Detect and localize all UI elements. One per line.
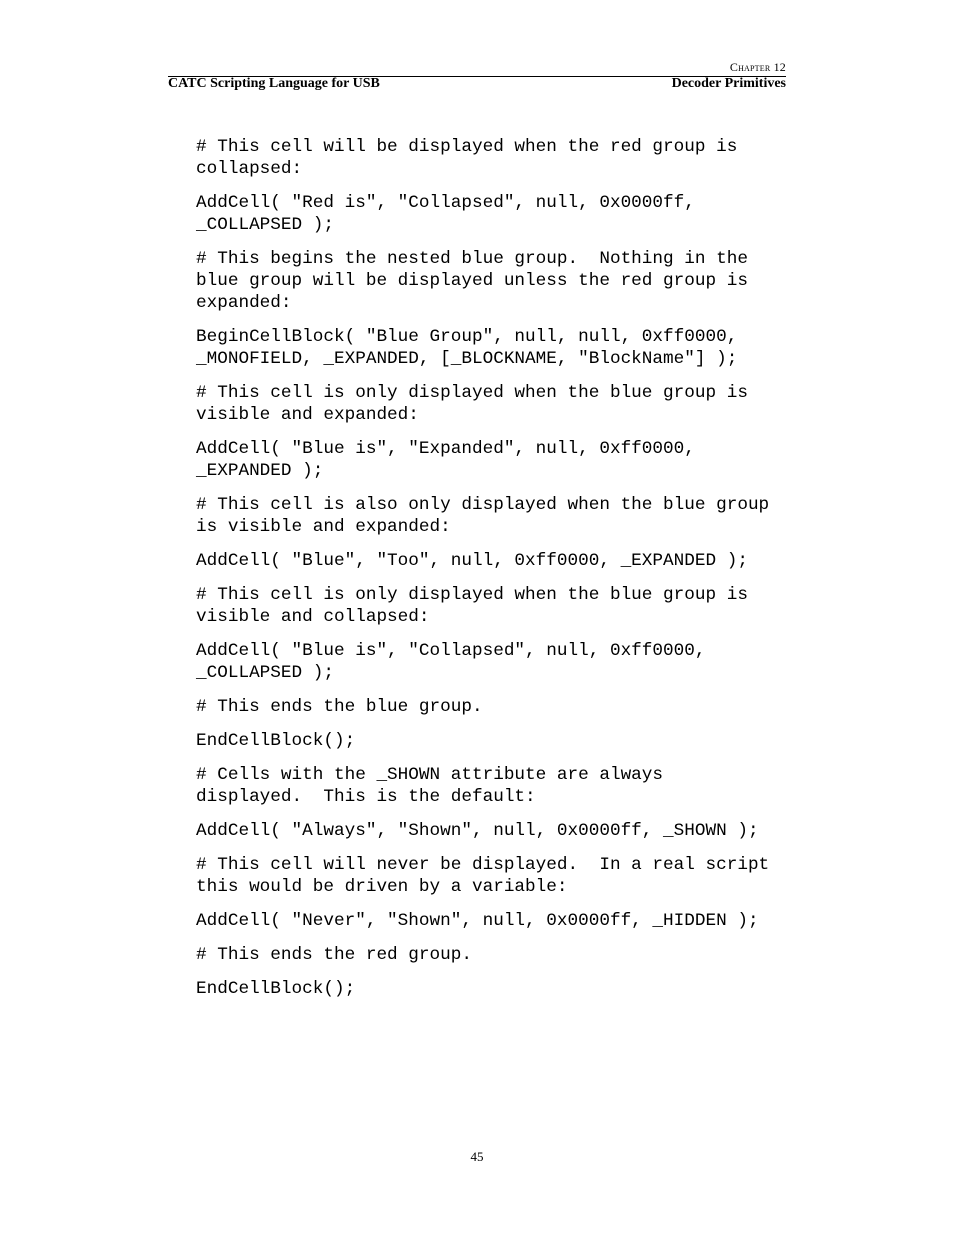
code-line: visible and expanded: bbox=[196, 405, 419, 425]
code-line: # This cell is only displayed when the blue group is bbox=[196, 585, 748, 605]
code-paragraph bbox=[196, 640, 806, 684]
code-line: displayed. This is the default: bbox=[196, 787, 536, 807]
code-paragraph bbox=[196, 854, 806, 898]
code-line: is visible and expanded: bbox=[196, 517, 451, 537]
running-title: CATC Scripting Language for USB bbox=[168, 76, 380, 91]
code-paragraph bbox=[196, 136, 806, 180]
code-paragraph bbox=[196, 248, 806, 314]
code-paragraph bbox=[196, 730, 806, 752]
code-line: # This cell is also only displayed when the blue group bbox=[196, 495, 770, 515]
code-paragraph bbox=[196, 910, 806, 932]
code-listing bbox=[196, 136, 806, 1012]
code-line: _COLLAPSED ); bbox=[196, 663, 334, 683]
code-line: BeginCellBlock( "Blue Group", null, null, 0xff0000, bbox=[196, 327, 738, 347]
code-paragraph bbox=[196, 978, 806, 1000]
code-paragraph bbox=[196, 764, 806, 808]
chapter-label: Chapter 12 bbox=[729, 60, 786, 74]
code-line: blue group will be displayed unless the red group is bbox=[196, 271, 748, 291]
section-title: Decoder Primitives bbox=[671, 76, 786, 91]
code-line: _COLLAPSED ); bbox=[196, 215, 334, 235]
code-line: # This cell will never be displayed. In a real script bbox=[196, 855, 770, 875]
code-line: EndCellBlock(); bbox=[196, 979, 356, 999]
code-paragraph bbox=[196, 192, 806, 236]
code-paragraph bbox=[196, 584, 806, 628]
code-line: # This ends the red group. bbox=[196, 945, 472, 965]
code-paragraph bbox=[196, 494, 806, 538]
code-line: # This ends the blue group. bbox=[196, 697, 483, 717]
code-line: AddCell( "Always", "Shown", null, 0x0000ff, _SHOWN ); bbox=[196, 821, 759, 841]
code-paragraph bbox=[196, 438, 806, 482]
code-paragraph bbox=[196, 550, 806, 572]
code-paragraph bbox=[196, 820, 806, 842]
code-line: this would be driven by a variable: bbox=[196, 877, 568, 897]
code-line: # This cell will be displayed when the red group is bbox=[196, 137, 738, 157]
code-paragraph bbox=[196, 944, 806, 966]
page-header bbox=[168, 58, 786, 91]
code-line: # Cells with the _SHOWN attribute are always bbox=[196, 765, 664, 785]
code-line: EndCellBlock(); bbox=[196, 731, 356, 751]
code-line: # This begins the nested blue group. Nothing in the bbox=[196, 249, 748, 269]
code-line: AddCell( "Red is", "Collapsed", null, 0x0000ff, bbox=[196, 193, 695, 213]
code-line: AddCell( "Blue", "Too", null, 0xff0000, _EXPANDED ); bbox=[196, 551, 748, 571]
code-line: expanded: bbox=[196, 293, 292, 313]
code-line: visible and collapsed: bbox=[196, 607, 430, 627]
code-line: AddCell( "Never", "Shown", null, 0x0000ff, _HIDDEN ); bbox=[196, 911, 759, 931]
page-number: 45 bbox=[470, 1149, 484, 1164]
code-line: collapsed: bbox=[196, 159, 303, 179]
code-paragraph bbox=[196, 382, 806, 426]
header-row bbox=[168, 77, 786, 91]
code-line: _EXPANDED ); bbox=[196, 461, 324, 481]
code-line: _MONOFIELD, _EXPANDED, [_BLOCKNAME, "BlockName"] ); bbox=[196, 349, 738, 369]
code-line: AddCell( "Blue is", "Expanded", null, 0xff0000, bbox=[196, 439, 695, 459]
code-paragraph bbox=[196, 696, 806, 718]
code-paragraph bbox=[196, 326, 806, 370]
code-line: AddCell( "Blue is", "Collapsed", null, 0xff0000, bbox=[196, 641, 706, 661]
code-line: # This cell is only displayed when the blue group is bbox=[196, 383, 748, 403]
